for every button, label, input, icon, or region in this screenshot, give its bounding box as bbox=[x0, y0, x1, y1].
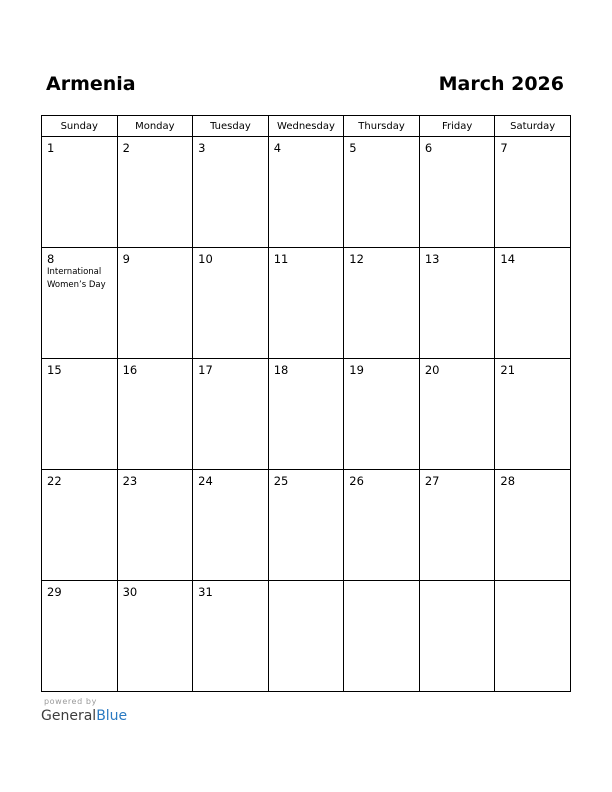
day-cell bbox=[344, 359, 420, 470]
day-cell bbox=[419, 248, 495, 359]
empty-day-cell bbox=[344, 581, 420, 692]
day-cell bbox=[42, 470, 118, 581]
day-cell bbox=[495, 359, 571, 470]
day-cell bbox=[344, 137, 420, 248]
day-number: 24 bbox=[198, 474, 213, 488]
day-number: 7 bbox=[500, 141, 508, 155]
weekday-header-row bbox=[42, 116, 571, 137]
day-number: 20 bbox=[424, 363, 440, 377]
weekday-header: Thursday bbox=[344, 116, 420, 137]
day-number: 30 bbox=[122, 585, 138, 599]
holiday-label: International Women’s Day bbox=[47, 267, 106, 290]
day-cell bbox=[117, 470, 193, 581]
day-number: 11 bbox=[273, 252, 289, 266]
empty-day-cell bbox=[495, 581, 571, 692]
day-number: 2 bbox=[122, 141, 130, 155]
month-title: March 2026 bbox=[438, 73, 564, 95]
weekday-header: Saturday bbox=[495, 116, 571, 137]
day-number: 5 bbox=[349, 141, 357, 155]
day-cell bbox=[268, 137, 344, 248]
day-number: 18 bbox=[273, 363, 289, 377]
day-number: 14 bbox=[500, 252, 516, 266]
day-number: 22 bbox=[47, 474, 62, 488]
day-cell bbox=[495, 470, 571, 581]
day-cell bbox=[495, 137, 571, 248]
powered-by-text: powered by bbox=[44, 697, 97, 706]
day-cell bbox=[193, 248, 269, 359]
day-cell bbox=[117, 137, 193, 248]
day-cell bbox=[419, 359, 495, 470]
weekday-header: Friday bbox=[419, 116, 495, 137]
day-number: 6 bbox=[424, 141, 433, 155]
weekday-header: Wednesday bbox=[268, 116, 344, 137]
day-cell bbox=[193, 470, 269, 581]
day-number: 28 bbox=[500, 474, 516, 488]
day-cell bbox=[193, 137, 269, 248]
day-number: 16 bbox=[122, 363, 138, 377]
week-row bbox=[42, 470, 571, 581]
day-number: 31 bbox=[198, 585, 213, 599]
week-row bbox=[42, 581, 571, 692]
day-cell bbox=[268, 248, 344, 359]
day-cell bbox=[344, 470, 420, 581]
day-cell bbox=[117, 581, 193, 692]
day-number: 13 bbox=[424, 252, 440, 266]
day-number: 8 bbox=[47, 252, 55, 266]
empty-day-cell bbox=[419, 581, 495, 692]
week-row bbox=[42, 248, 571, 359]
day-cell bbox=[419, 137, 495, 248]
day-number: 10 bbox=[198, 252, 213, 266]
brand-name-part2: Blue bbox=[96, 708, 128, 724]
brand-name bbox=[41, 708, 127, 724]
day-number: 26 bbox=[349, 474, 364, 488]
day-number: 17 bbox=[198, 363, 213, 377]
weekday-header: Tuesday bbox=[193, 116, 269, 137]
day-cell bbox=[42, 137, 118, 248]
day-cell bbox=[495, 248, 571, 359]
brand-name-part1: General bbox=[41, 708, 97, 724]
day-cell bbox=[268, 470, 344, 581]
day-number: 19 bbox=[349, 363, 364, 377]
day-number: 27 bbox=[424, 474, 440, 488]
day-cell bbox=[344, 248, 420, 359]
calendar-body bbox=[42, 137, 571, 692]
day-number: 29 bbox=[47, 585, 62, 599]
day-number: 23 bbox=[122, 474, 138, 488]
day-number: 25 bbox=[273, 474, 289, 488]
calendar-grid bbox=[41, 115, 571, 692]
day-cell bbox=[117, 359, 193, 470]
day-cell bbox=[193, 359, 269, 470]
day-cell bbox=[117, 248, 193, 359]
day-cell bbox=[42, 359, 118, 470]
week-row bbox=[42, 137, 571, 248]
day-number: 15 bbox=[47, 363, 62, 377]
day-number: 1 bbox=[47, 141, 55, 155]
day-cell bbox=[193, 581, 269, 692]
day-cell bbox=[268, 359, 344, 470]
day-number: 12 bbox=[349, 252, 364, 266]
weekday-header: Monday bbox=[117, 116, 193, 137]
country-title: Armenia bbox=[46, 73, 136, 95]
day-cell bbox=[419, 470, 495, 581]
day-cell bbox=[42, 581, 118, 692]
day-number: 4 bbox=[273, 141, 282, 155]
day-cell bbox=[42, 248, 118, 359]
day-number: 3 bbox=[198, 141, 206, 155]
day-number: 9 bbox=[122, 252, 130, 266]
week-row bbox=[42, 359, 571, 470]
footer-logo bbox=[41, 697, 127, 724]
day-number: 21 bbox=[500, 363, 516, 377]
empty-day-cell bbox=[268, 581, 344, 692]
weekday-header: Sunday bbox=[42, 116, 118, 137]
